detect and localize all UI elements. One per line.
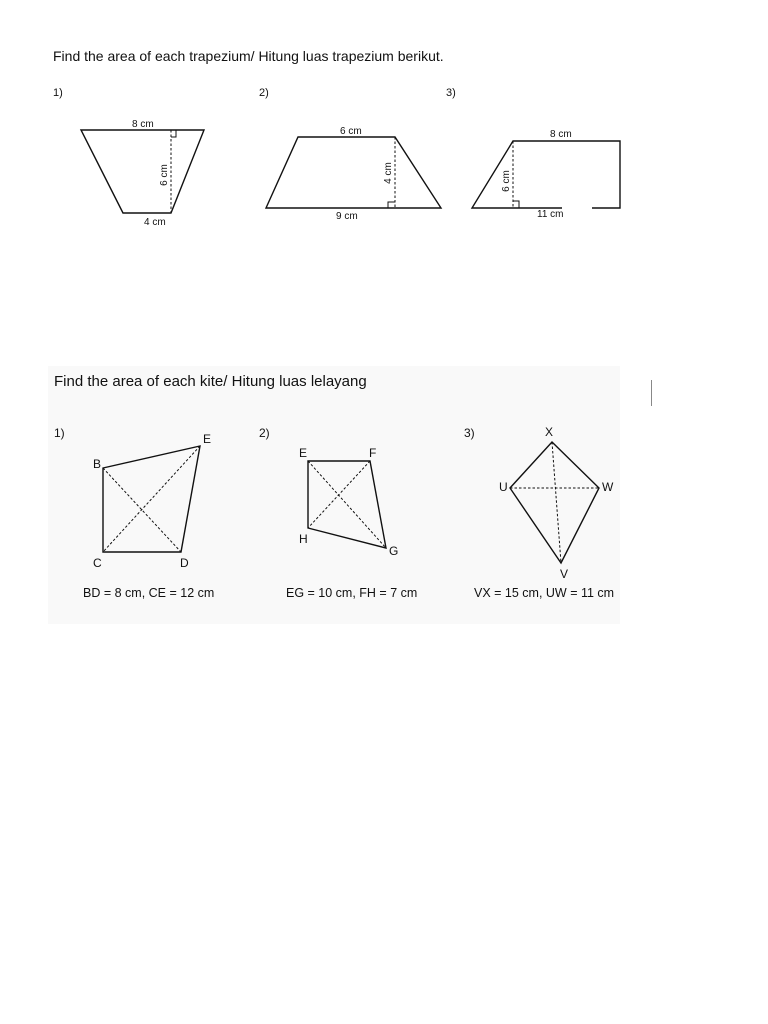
kite-number-3: 3) [464,426,475,440]
trapezium-3-top-label: 8 cm [550,129,572,140]
kite-3-caption: VX = 15 cm, UW = 11 cm [474,586,615,600]
kite-number-1: 1) [54,426,65,440]
kite-1-vertex-c: C [93,556,102,570]
kite-1-vertex-e: E [203,432,212,446]
trapezium-1 [81,119,204,228]
trapezium-3 [472,129,620,220]
kite-heading-ms: Hitung luas lelayang [231,373,367,390]
trapezium-number-2: 2) [259,87,269,99]
kite-2-caption: EG = 10 cm, FH = 7 cm [286,586,418,600]
kite-2 [299,446,398,558]
trapezium-3-height-label: 6 cm [501,170,512,192]
trapezium-2-height-label: 4 cm [383,162,394,184]
trapezium-figures [48,42,628,234]
edge-mark [651,380,652,406]
kite-3 [499,425,614,581]
trapezium-2-top-label: 6 cm [340,126,362,137]
kite-3-vertex-v: V [560,567,569,581]
trapezium-1-top-label: 8 cm [132,119,154,130]
kite-heading-en: Find the area of each kite/ [54,373,232,390]
trapezium-heading: Find the area of each trapezium/ Hitung luas trapezium berikut. [53,48,444,64]
trapezium-section [48,42,628,234]
kite-1-vertex-b: B [93,457,102,471]
kite-3-vertex-x: X [545,425,554,439]
trapezium-2-bottom-label: 9 cm [336,211,358,222]
trapezium-3-bottom-label: 11 cm [537,209,564,220]
kite-1-caption: BD = 8 cm, CE = 12 cm [83,586,215,600]
trapezium-number-1: 1) [53,87,63,99]
kite-3-vertex-w: W [602,480,614,494]
kite-2-vertex-e: E [299,446,308,460]
kite-2-vertex-g: G [389,544,399,558]
trapezium-1-bottom-label: 4 cm [144,217,166,228]
kite-2-vertex-h: H [299,532,308,546]
kite-section [48,366,620,624]
kite-1-vertex-d: D [180,556,189,570]
trapezium-1-height-label: 6 cm [159,164,170,186]
kite-3-vertex-u: U [499,480,508,494]
trapezium-2 [266,126,441,222]
kite-number-2: 2) [259,426,270,440]
trapezium-number-3: 3) [446,87,456,99]
kite-2-vertex-f: F [369,446,377,460]
kite-1 [93,432,211,570]
